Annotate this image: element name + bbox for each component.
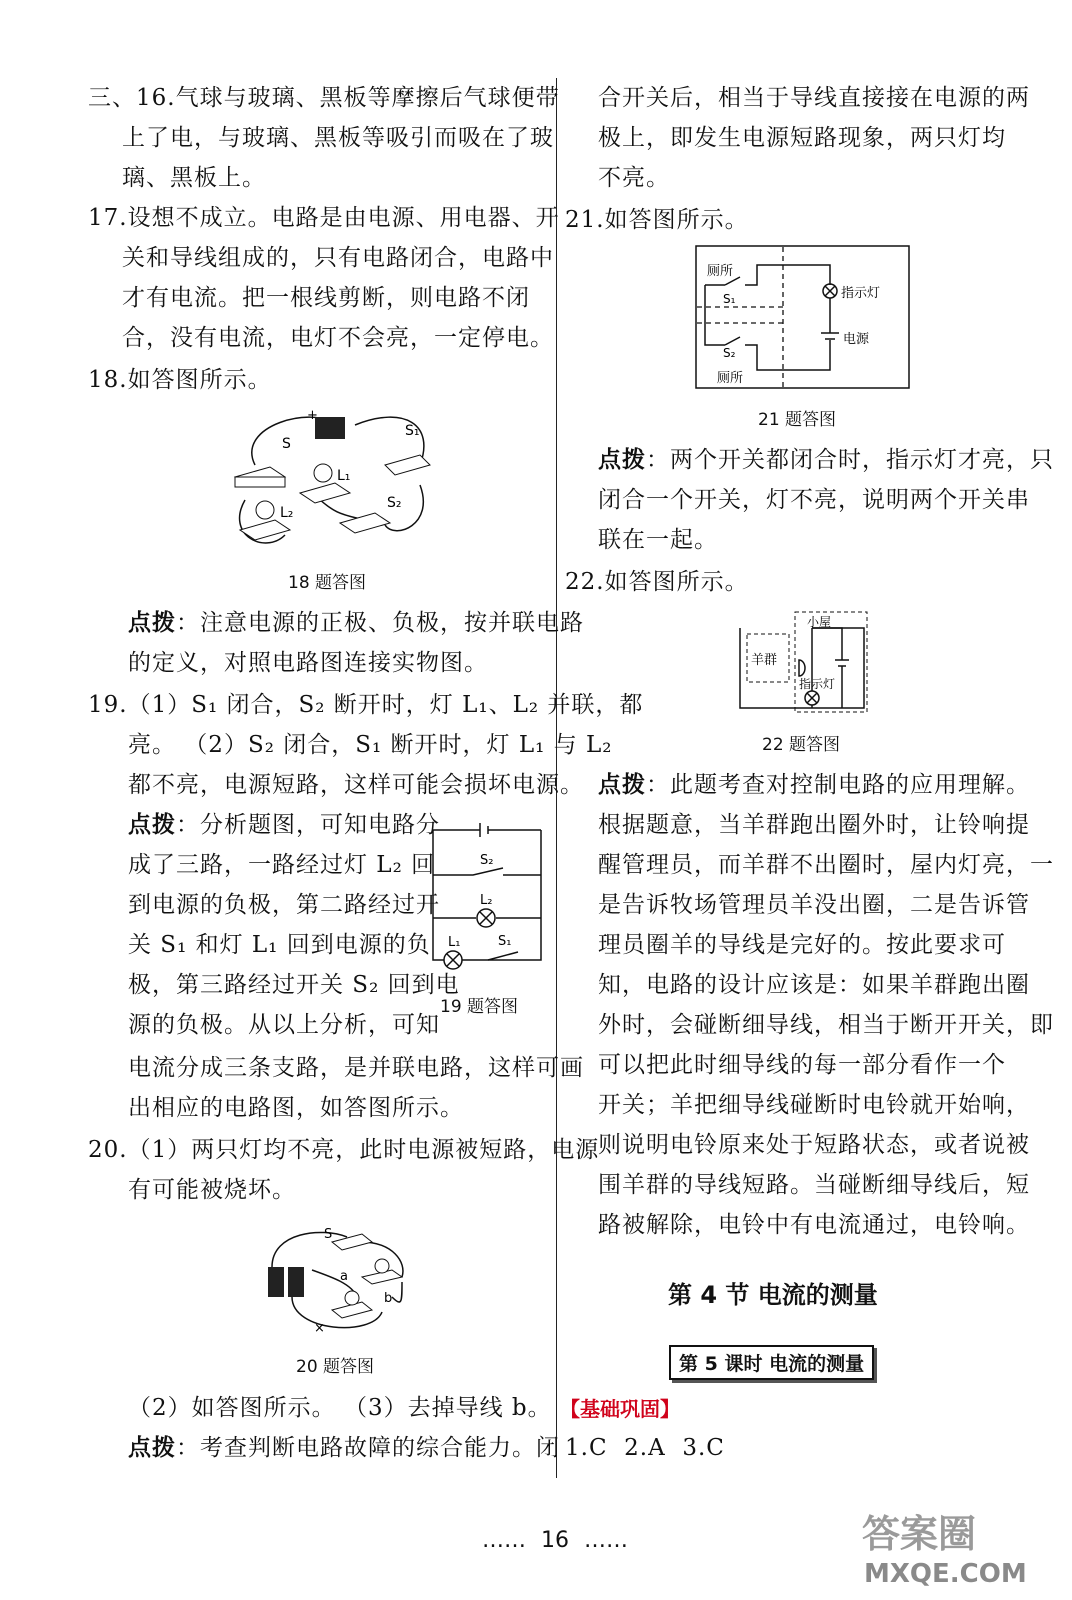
tip-19-line8: 出相应的电路图，如答图所示。 (128, 1095, 464, 1121)
tip-21-line1 (598, 440, 1054, 481)
tip-19-line3: 到电源的负极，第二路经过开 (128, 892, 440, 918)
answer-19-line1: 19.（1）S₁ 闭合，S₂ 断开时，灯 L₁、L₂ 并联，都 (88, 692, 644, 718)
figure-20-caption: 20 题答图 (296, 1357, 375, 1377)
svg-text:b: b (384, 1291, 393, 1306)
footer-dots-right: …… (584, 1528, 628, 1553)
tip-19-line1 (128, 805, 440, 846)
tip-18-line1 (128, 603, 584, 644)
figure-18-caption: 18 题答图 (288, 573, 367, 593)
svg-text:+: + (307, 408, 318, 423)
tip-label: 点拨 (128, 1435, 176, 1461)
svg-text:L₁: L₁ (448, 935, 461, 950)
svg-text:a: a (340, 1269, 348, 1284)
svg-text:指示灯: 指示灯 (841, 286, 881, 301)
figure-19-caption: 19 题答图 (440, 997, 519, 1017)
answer-16-line1: 三、16.气球与玻璃、黑板等摩擦后气球便带 (88, 85, 560, 111)
answer-17-line3: 才有电流。把一根线剪断，则电路不闭 (122, 285, 530, 311)
tip-19-line5: 极，第三路经过开关 S₂ 回到电 (128, 972, 460, 998)
lesson-title: 第 5 课时 电流的测量 (669, 1345, 874, 1380)
tip-20-text: ：考查判断电路故障的综合能力。闭 (176, 1435, 560, 1461)
tip-19-text: ：分析题图，可知电路分 (176, 812, 440, 838)
tip-22-line8: 可以把此时细导线的每一部分看作一个 (598, 1052, 1006, 1078)
svg-text:L₁: L₁ (337, 468, 351, 484)
tip-20-cont-line2: 极上，即发生电源短路现象，两只灯均 (598, 125, 1006, 151)
svg-text:羊群: 羊群 (751, 653, 778, 668)
answer-17-line2: 关和导线组成的，只有电路闭合，电路中 (122, 245, 554, 271)
answer-18: 18.如答图所示。 (88, 367, 272, 393)
svg-text:答案圈: 答案圈 (862, 1512, 977, 1556)
svg-text:电源: 电源 (843, 332, 870, 347)
svg-text:厕所: 厕所 (707, 264, 734, 279)
svg-text:S: S (324, 1227, 333, 1242)
answer-19-line2: 亮。 （2）S₂ 闭合，S₁ 断开时，灯 L₁ 与 L₂ (128, 732, 613, 758)
page-number: 16 (541, 1528, 569, 1553)
svg-text:S₁: S₁ (405, 423, 420, 439)
tip-label: 点拨 (598, 772, 646, 798)
answer-17-line1: 17.设想不成立。电路是由电源、用电器、开 (88, 205, 560, 231)
tip-20-cont-line3: 不亮。 (598, 165, 670, 191)
answer-20-line3: （2）如答图所示。 （3）去掉导线 b。 (128, 1395, 552, 1421)
tip-22-line9: 开关；羊把细导线碰断时电铃就开始响， (598, 1092, 1030, 1118)
tip-label: 点拨 (128, 812, 176, 838)
answer-17-line4: 合，没有电流，电灯不会亮，一定停电。 (122, 325, 554, 351)
tip-21-text: ：两个开关都闭合时，指示灯才亮，只 (646, 447, 1054, 473)
tip-20-cont-line1: 合开关后，相当于导线直接接在电源的两 (598, 85, 1030, 111)
basic-answers: 1.C 2.A 3.C (565, 1435, 725, 1461)
tip-label: 点拨 (598, 447, 646, 473)
tip-18-line2: 的定义，对照电路图连接实物图。 (128, 650, 488, 676)
svg-text:S₂: S₂ (723, 346, 736, 360)
tip-19-line6: 源的负极。从以上分析，可知 (128, 1012, 440, 1038)
answer-21: 21.如答图所示。 (565, 207, 749, 233)
answer-16-line3: 璃、黑板上。 (122, 165, 266, 191)
answer-20-line2: 有可能被烧坏。 (128, 1177, 296, 1203)
svg-text:S₂: S₂ (387, 495, 402, 511)
tip-22-text: ：此题考查对控制电路的应用理解。 (646, 772, 1030, 798)
tip-20-line1 (128, 1428, 560, 1469)
section-title: 第 4 节 电流的测量 (668, 1281, 878, 1309)
svg-text:S: S (282, 436, 291, 452)
watermark-logo (852, 1502, 1032, 1592)
figure-21-circuit-diagram (695, 245, 910, 390)
tip-19-line2: 成了三路，一路经过灯 L₂ 回 (128, 852, 436, 878)
tip-19-line4: 关 S₁ 和灯 L₁ 回到电源的负 (128, 932, 431, 958)
tip-18-text: ：注意电源的正极、负极，按并联电路 (176, 610, 584, 636)
tip-22-line11: 围羊群的导线短路。当碰断细导线后，短 (598, 1172, 1030, 1198)
tip-label: 点拨 (128, 610, 176, 636)
svg-text:S₁: S₁ (498, 934, 512, 949)
tip-22-line3: 醒管理员，而羊群不出圈时，屋内灯亮，一 (598, 852, 1054, 878)
svg-text:厕所: 厕所 (717, 371, 744, 386)
section-tag: 【基础巩固】 (560, 1397, 680, 1421)
svg-text:MXQE.COM: MXQE.COM (864, 1559, 1027, 1589)
svg-text:×: × (314, 1321, 325, 1336)
tip-22-line6: 知，电路的设计应该是：如果羊群跑出圈 (598, 972, 1030, 998)
figure-21-caption: 21 题答图 (758, 410, 837, 430)
svg-text:L₂: L₂ (280, 505, 294, 521)
svg-text:S₁: S₁ (723, 292, 736, 306)
figure-19-circuit-diagram (428, 820, 546, 970)
svg-text:指示灯: 指示灯 (799, 677, 836, 691)
tip-22-line12: 路被解除，电铃中有电流通过，电铃响。 (598, 1212, 1030, 1238)
footer-dots-left: …… (482, 1528, 526, 1553)
figure-20-circuit (262, 1222, 417, 1342)
answer-16-line2: 上了电，与玻璃、黑板等吸引而吸在了玻 (122, 125, 554, 151)
page-footer (482, 1528, 628, 1553)
tip-22-line5: 理员圈羊的导线是完好的。按此要求可 (598, 932, 1006, 958)
answer-20-line1: 20.（1）两只灯均不亮，此时电源被短路，电源 (88, 1137, 600, 1163)
figure-22-circuit-diagram (737, 610, 869, 715)
tip-21-line3: 联在一起。 (598, 527, 718, 553)
answer-19-line3: 都不亮，电源短路，这样可能会损坏电源。 (128, 772, 584, 798)
tip-22-line7: 外时，会碰断细导线，相当于断开开关，即 (598, 1012, 1054, 1038)
tip-22-line10: 则说明电铃原来处于短路状态，或者说被 (598, 1132, 1030, 1158)
svg-text:L₂: L₂ (480, 893, 493, 908)
tip-21-line2: 闭合一个开关，灯不亮，说明两个开关串 (598, 487, 1030, 513)
tip-22-line4: 是告诉牧场管理员羊没出圈，二是告诉管 (598, 892, 1030, 918)
tip-19-line7: 电流分成三条支路，是并联电路，这样可画 (128, 1055, 584, 1081)
svg-text:小屋: 小屋 (807, 615, 832, 629)
svg-text:S₂: S₂ (480, 853, 494, 868)
tip-22-line1 (598, 765, 1030, 806)
figure-22-caption: 22 题答图 (762, 735, 841, 755)
answer-22: 22.如答图所示。 (565, 569, 749, 595)
figure-18-circuit (225, 405, 445, 555)
tip-22-line2: 根据题意，当羊群跑出圈外时，让铃响提 (598, 812, 1030, 838)
